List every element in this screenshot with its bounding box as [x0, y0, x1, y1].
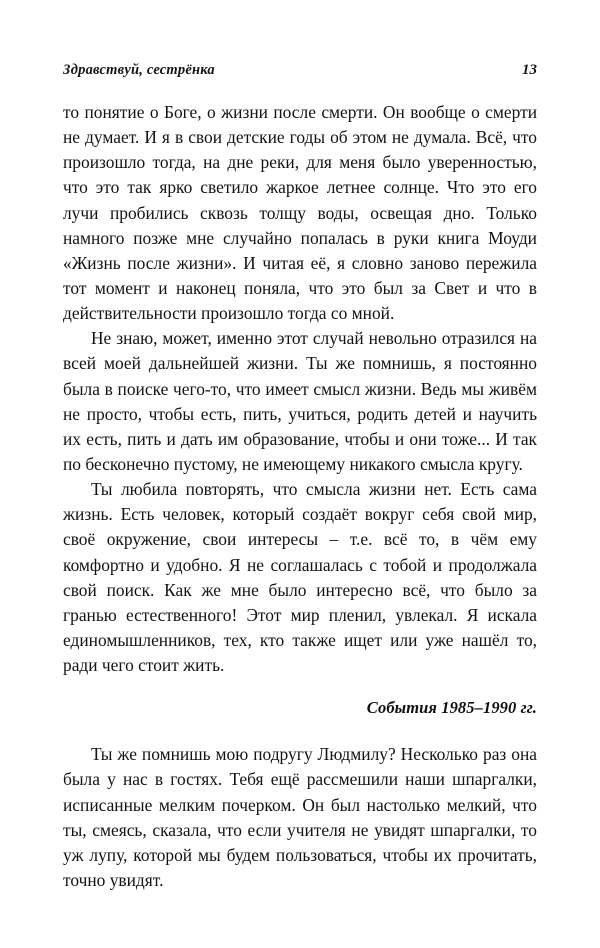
section-subheading: События 1985–1990 гг.	[366, 698, 537, 718]
paragraph: Ты любила повторять, что смысла жизни нет. Есть сама жизнь. Есть человек, который создаёт вокруг себя свой мир, своё окружение, свои интересы – т.е. всё то, в чём ему комфортно и удобно. Я не соглашалась с тобой и продолжала свой поиск. Как же мне было интересно всё, что было за гранью естественного! Этот мир пленил, увлекал. Я искала единомышленников, тех, кто также ищет или уже нашёл то, ради чего стоит жить.	[63, 479, 537, 676]
paragraph: Не знаю, может, именно этот случай невольно отразился на всей моей дальнейшей жизни. Ты же помнишь, я постоянно была в поиске чего-то, что имеет смысл жизни. Ведь мы живём не просто, чтобы есть, пить, учиться, родить детей и научить их есть, пить и дать им образование, чтобы и они тоже... И так по бесконечно пустому, не имеющему никакого смысла кругу.	[63, 328, 537, 474]
paragraph-continued: то понятие о Боге, о жизни после смерти. Он вообще о смерти не думает. И я в свои детские годы об этом не думала. Всё, что произошло тогда, на дне реки, для меня было уверенностью, что это так ярко светило жаркое летнее солнце. Что это его лучи пробились сквозь толщу воды, освещая дно. Только намного позже мне случайно попалась в руки книга Моуди «Жизнь после жизни». И читая её, я словно заново пережила тот момент и наконец поняла, что это был за Свет и что в действительности произошло тогда со мной.	[63, 102, 537, 324]
page-body	[63, 100, 537, 893]
running-title: Здравствуй, сестрёнка	[63, 62, 215, 78]
page-header	[63, 62, 537, 79]
spacer	[63, 718, 537, 742]
page-number: 13	[522, 62, 537, 78]
paragraph: Ты же помнишь мою подругу Людмилу? Несколько раз она была у нас в гостях. Тебя ещё рассмешили наши шпаргалки, исписанные мелким почерком. Он был настолько мелкий, что ты, смеясь, сказала, что если учителя не увидят шпаргалки, то уж лупу, которой мы будем пользоваться, чтобы их прочитать, точно увидят.	[63, 744, 537, 890]
